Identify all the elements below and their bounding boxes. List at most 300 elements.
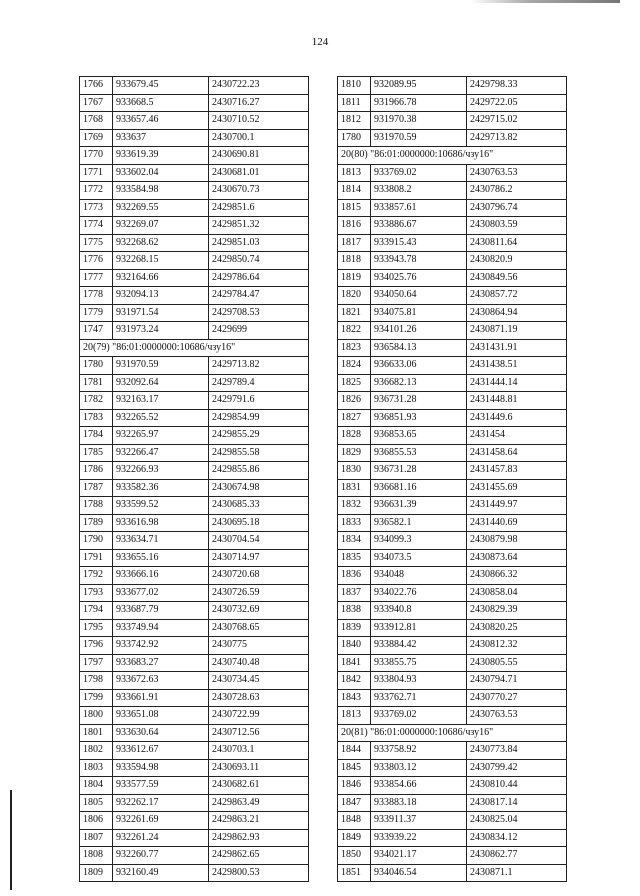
table-row <box>338 794 567 812</box>
x-coordinate-cell: 932265.97 <box>113 427 209 445</box>
point-number-cell: 1783 <box>80 409 113 427</box>
x-coordinate-cell: 933655.16 <box>113 549 209 567</box>
point-number-cell: 1793 <box>80 584 113 602</box>
point-number-cell: 1790 <box>80 532 113 550</box>
y-coordinate-cell: 2430700.1 <box>209 129 309 147</box>
x-coordinate-cell: 934046.54 <box>371 864 467 882</box>
x-coordinate-cell: 936731.28 <box>371 462 467 480</box>
y-coordinate-cell: 2430728.63 <box>209 689 309 707</box>
table-row <box>338 287 567 305</box>
point-number-cell: 1811 <box>338 94 371 112</box>
table-row <box>80 304 309 322</box>
section-header-row <box>338 147 567 165</box>
x-coordinate-cell: 936584.13 <box>371 339 467 357</box>
point-number-cell: 1847 <box>338 794 371 812</box>
point-number-cell: 1814 <box>338 182 371 200</box>
x-coordinate-cell: 933749.94 <box>113 619 209 637</box>
table-row <box>80 549 309 567</box>
y-coordinate-cell: 2429854.99 <box>209 409 309 427</box>
point-number-cell: 1851 <box>338 864 371 882</box>
x-coordinate-cell: 932163.17 <box>113 392 209 410</box>
x-coordinate-cell: 932261.24 <box>113 829 209 847</box>
table-row <box>338 252 567 270</box>
table-row <box>338 409 567 427</box>
y-coordinate-cell: 2429713.82 <box>467 129 567 147</box>
y-coordinate-cell: 2430810.44 <box>467 777 567 795</box>
table-row <box>338 672 567 690</box>
y-coordinate-cell: 2430716.27 <box>209 94 309 112</box>
table-row <box>80 724 309 742</box>
x-coordinate-cell: 932261.69 <box>113 812 209 830</box>
point-number-cell: 1800 <box>80 707 113 725</box>
point-number-cell: 1781 <box>80 374 113 392</box>
table-row <box>338 777 567 795</box>
x-coordinate-cell: 934101.26 <box>371 322 467 340</box>
y-coordinate-cell: 2429851.32 <box>209 217 309 235</box>
x-coordinate-cell: 933742.92 <box>113 637 209 655</box>
x-coordinate-cell: 933661.91 <box>113 689 209 707</box>
x-coordinate-cell: 931973.24 <box>113 322 209 340</box>
y-coordinate-cell: 2430775 <box>209 637 309 655</box>
point-number-cell: 1835 <box>338 549 371 567</box>
x-coordinate-cell: 936855.53 <box>371 444 467 462</box>
x-coordinate-cell: 933912.81 <box>371 619 467 637</box>
x-coordinate-cell: 933855.75 <box>371 654 467 672</box>
point-number-cell: 1813 <box>338 707 371 725</box>
x-coordinate-cell: 933940.8 <box>371 602 467 620</box>
y-coordinate-cell: 2430834.12 <box>467 829 567 847</box>
y-coordinate-cell: 2429863.21 <box>209 812 309 830</box>
table-row <box>80 182 309 200</box>
table-row <box>338 812 567 830</box>
table-row <box>80 269 309 287</box>
point-number-cell: 1840 <box>338 637 371 655</box>
y-coordinate-cell: 2430864.94 <box>467 304 567 322</box>
point-number-cell: 1806 <box>80 812 113 830</box>
table-row <box>80 444 309 462</box>
y-coordinate-cell: 2429786.64 <box>209 269 309 287</box>
table-row <box>80 637 309 655</box>
x-coordinate-cell: 933599.52 <box>113 497 209 515</box>
x-coordinate-cell: 933679.45 <box>113 77 209 95</box>
y-coordinate-cell: 2430871.1 <box>467 864 567 882</box>
table-row <box>338 164 567 182</box>
x-coordinate-cell: 933857.61 <box>371 199 467 217</box>
table-row <box>338 269 567 287</box>
table-row <box>338 112 567 130</box>
table-row <box>338 357 567 375</box>
x-coordinate-cell: 933584.98 <box>113 182 209 200</box>
table-row <box>338 322 567 340</box>
table-row <box>80 777 309 795</box>
x-coordinate-cell: 933612.67 <box>113 742 209 760</box>
y-coordinate-cell: 2430740.48 <box>209 654 309 672</box>
table-row <box>80 497 309 515</box>
point-number-cell: 1788 <box>80 497 113 515</box>
table-row <box>80 584 309 602</box>
x-coordinate-cell: 933619.39 <box>113 147 209 165</box>
y-coordinate-cell: 2430710.52 <box>209 112 309 130</box>
y-coordinate-cell: 2430690.81 <box>209 147 309 165</box>
x-coordinate-cell: 933769.02 <box>371 707 467 725</box>
y-coordinate-cell: 2430681.01 <box>209 164 309 182</box>
table-row <box>80 759 309 777</box>
point-number-cell: 1849 <box>338 829 371 847</box>
x-coordinate-cell: 933939.22 <box>371 829 467 847</box>
y-coordinate-cell: 2430805.55 <box>467 654 567 672</box>
point-number-cell: 1787 <box>80 479 113 497</box>
x-coordinate-cell: 933666.16 <box>113 567 209 585</box>
table-row <box>80 94 309 112</box>
table-row <box>338 689 567 707</box>
table-row <box>338 847 567 865</box>
table-row <box>338 829 567 847</box>
table-row <box>80 112 309 130</box>
y-coordinate-cell: 2430712.56 <box>209 724 309 742</box>
y-coordinate-cell: 2431440.69 <box>467 514 567 532</box>
point-number-cell: 1832 <box>338 497 371 515</box>
table-row <box>338 392 567 410</box>
point-number-cell: 1747 <box>80 322 113 340</box>
y-coordinate-cell: 2430720.68 <box>209 567 309 585</box>
x-coordinate-cell: 931966.78 <box>371 94 467 112</box>
point-number-cell: 1843 <box>338 689 371 707</box>
y-coordinate-cell: 2429862.93 <box>209 829 309 847</box>
x-coordinate-cell: 932094.13 <box>113 287 209 305</box>
table-row <box>338 532 567 550</box>
y-coordinate-cell: 2431454 <box>467 427 567 445</box>
table-row <box>80 479 309 497</box>
point-number-cell: 1780 <box>338 129 371 147</box>
point-number-cell: 1785 <box>80 444 113 462</box>
x-coordinate-cell: 933668.5 <box>113 94 209 112</box>
scan-artifact-line <box>10 790 12 890</box>
point-number-cell: 1834 <box>338 532 371 550</box>
y-coordinate-cell: 2430704.54 <box>209 532 309 550</box>
y-coordinate-cell: 2429800.53 <box>209 864 309 882</box>
point-number-cell: 1798 <box>80 672 113 690</box>
table-row <box>338 707 567 725</box>
point-number-cell: 1810 <box>338 77 371 95</box>
table-row <box>338 864 567 882</box>
point-number-cell: 1830 <box>338 462 371 480</box>
table-row <box>338 514 567 532</box>
point-number-cell: 1839 <box>338 619 371 637</box>
x-coordinate-cell: 933803.12 <box>371 759 467 777</box>
table-row <box>338 339 567 357</box>
table-row <box>338 199 567 217</box>
y-coordinate-cell: 2430714.97 <box>209 549 309 567</box>
y-coordinate-cell: 2430722.23 <box>209 77 309 95</box>
point-number-cell: 1776 <box>80 252 113 270</box>
table-row <box>338 94 567 112</box>
point-number-cell: 1767 <box>80 94 113 112</box>
point-number-cell: 1789 <box>80 514 113 532</box>
x-coordinate-cell: 936631.39 <box>371 497 467 515</box>
x-coordinate-cell: 932092.64 <box>113 374 209 392</box>
y-coordinate-cell: 2430820.25 <box>467 619 567 637</box>
table-row <box>338 217 567 235</box>
table-row <box>80 672 309 690</box>
point-number-cell: 1795 <box>80 619 113 637</box>
x-coordinate-cell: 933637 <box>113 129 209 147</box>
y-coordinate-cell: 2430879.98 <box>467 532 567 550</box>
y-coordinate-cell: 2430703.1 <box>209 742 309 760</box>
point-number-cell: 1792 <box>80 567 113 585</box>
table-row <box>80 374 309 392</box>
y-coordinate-cell: 2430857.72 <box>467 287 567 305</box>
x-coordinate-cell: 933630.64 <box>113 724 209 742</box>
y-coordinate-cell: 2431455.69 <box>467 479 567 497</box>
table-row <box>80 532 309 550</box>
table-row <box>80 742 309 760</box>
point-number-cell: 1804 <box>80 777 113 795</box>
point-number-cell: 1796 <box>80 637 113 655</box>
x-coordinate-cell: 934025.76 <box>371 269 467 287</box>
point-number-cell: 1831 <box>338 479 371 497</box>
point-number-cell: 1777 <box>80 269 113 287</box>
x-coordinate-cell: 934022.76 <box>371 584 467 602</box>
point-number-cell: 1769 <box>80 129 113 147</box>
x-coordinate-cell: 934021.17 <box>371 847 467 865</box>
point-number-cell: 1786 <box>80 462 113 480</box>
x-coordinate-cell: 932269.55 <box>113 199 209 217</box>
point-number-cell: 1808 <box>80 847 113 865</box>
table-row <box>80 287 309 305</box>
y-coordinate-cell: 2430773.84 <box>467 742 567 760</box>
x-coordinate-cell: 933758.92 <box>371 742 467 760</box>
point-number-cell: 1812 <box>338 112 371 130</box>
x-coordinate-cell: 933582.36 <box>113 479 209 497</box>
x-coordinate-cell: 933854.66 <box>371 777 467 795</box>
point-number-cell: 1809 <box>80 864 113 882</box>
x-coordinate-cell: 933683.27 <box>113 654 209 672</box>
table-row <box>338 584 567 602</box>
point-number-cell: 1782 <box>80 392 113 410</box>
x-coordinate-cell: 936682.13 <box>371 374 467 392</box>
table-row <box>80 252 309 270</box>
y-coordinate-cell: 2430871.19 <box>467 322 567 340</box>
table-row <box>338 759 567 777</box>
point-number-cell: 1779 <box>80 304 113 322</box>
point-number-cell: 1773 <box>80 199 113 217</box>
x-coordinate-cell: 932164.66 <box>113 269 209 287</box>
point-number-cell: 1818 <box>338 252 371 270</box>
y-coordinate-cell: 2430768.65 <box>209 619 309 637</box>
coordinates-table-right <box>337 76 567 882</box>
table-row <box>338 182 567 200</box>
x-coordinate-cell: 932266.47 <box>113 444 209 462</box>
y-coordinate-cell: 2430811.64 <box>467 234 567 252</box>
y-coordinate-cell: 2429863.49 <box>209 794 309 812</box>
y-coordinate-cell: 2430763.53 <box>467 707 567 725</box>
x-coordinate-cell: 932262.17 <box>113 794 209 812</box>
point-number-cell: 1833 <box>338 514 371 532</box>
table-row <box>80 654 309 672</box>
y-coordinate-cell: 2430794.71 <box>467 672 567 690</box>
table-row <box>80 357 309 375</box>
y-coordinate-cell: 2429851.6 <box>209 199 309 217</box>
y-coordinate-cell: 2429850.74 <box>209 252 309 270</box>
point-number-cell: 1846 <box>338 777 371 795</box>
x-coordinate-cell: 933677.02 <box>113 584 209 602</box>
y-coordinate-cell: 2430849.56 <box>467 269 567 287</box>
y-coordinate-cell: 2430695.18 <box>209 514 309 532</box>
x-coordinate-cell: 936681.16 <box>371 479 467 497</box>
x-coordinate-cell: 932268.62 <box>113 234 209 252</box>
point-number-cell: 1828 <box>338 427 371 445</box>
x-coordinate-cell: 933657.46 <box>113 112 209 130</box>
point-number-cell: 1807 <box>80 829 113 847</box>
table-row <box>338 619 567 637</box>
y-coordinate-cell: 2430803.59 <box>467 217 567 235</box>
point-number-cell: 1802 <box>80 742 113 760</box>
y-coordinate-cell: 2430685.33 <box>209 497 309 515</box>
table-row <box>80 829 309 847</box>
table-row <box>80 217 309 235</box>
table-row <box>80 409 309 427</box>
point-number-cell: 1791 <box>80 549 113 567</box>
table-row <box>338 77 567 95</box>
table-row <box>80 567 309 585</box>
table-row <box>80 392 309 410</box>
point-number-cell: 1784 <box>80 427 113 445</box>
point-number-cell: 1778 <box>80 287 113 305</box>
scan-artifact-top <box>470 0 620 3</box>
y-coordinate-cell: 2431449.6 <box>467 409 567 427</box>
x-coordinate-cell: 931970.38 <box>371 112 467 130</box>
y-coordinate-cell: 2430674.98 <box>209 479 309 497</box>
y-coordinate-cell: 2430726.59 <box>209 584 309 602</box>
table-row <box>338 462 567 480</box>
y-coordinate-cell: 2429713.82 <box>209 357 309 375</box>
y-coordinate-cell: 2430866.32 <box>467 567 567 585</box>
y-coordinate-cell: 2430829.39 <box>467 602 567 620</box>
point-number-cell: 1774 <box>80 217 113 235</box>
y-coordinate-cell: 2429855.29 <box>209 427 309 445</box>
x-coordinate-cell: 931971.54 <box>113 304 209 322</box>
x-coordinate-cell: 934048 <box>371 567 467 585</box>
point-number-cell: 1819 <box>338 269 371 287</box>
section-header-cell: 20(81) "86:01:0000000:10686/чзу16" <box>338 724 567 742</box>
table-row <box>80 322 309 340</box>
y-coordinate-cell: 2429798.33 <box>467 77 567 95</box>
x-coordinate-cell: 933804.93 <box>371 672 467 690</box>
table-row <box>338 444 567 462</box>
y-coordinate-cell: 2431449.97 <box>467 497 567 515</box>
x-coordinate-cell: 932265.52 <box>113 409 209 427</box>
point-number-cell: 1838 <box>338 602 371 620</box>
section-header-cell: 20(80) "86:01:0000000:10686/чзу16" <box>338 147 567 165</box>
y-coordinate-cell: 2430770.27 <box>467 689 567 707</box>
point-number-cell: 1775 <box>80 234 113 252</box>
y-coordinate-cell: 2429791.6 <box>209 392 309 410</box>
point-number-cell: 1842 <box>338 672 371 690</box>
y-coordinate-cell: 2430873.64 <box>467 549 567 567</box>
x-coordinate-cell: 933577.59 <box>113 777 209 795</box>
point-number-cell: 1794 <box>80 602 113 620</box>
y-coordinate-cell: 2430817.14 <box>467 794 567 812</box>
y-coordinate-cell: 2430670.73 <box>209 182 309 200</box>
table-row <box>80 234 309 252</box>
point-number-cell: 1841 <box>338 654 371 672</box>
page-number: 124 <box>311 36 329 48</box>
table-row <box>338 374 567 392</box>
y-coordinate-cell: 2430820.9 <box>467 252 567 270</box>
point-number-cell: 1768 <box>80 112 113 130</box>
table-row <box>80 164 309 182</box>
table-row <box>80 864 309 882</box>
point-number-cell: 1771 <box>80 164 113 182</box>
x-coordinate-cell: 932160.49 <box>113 864 209 882</box>
y-coordinate-cell: 2430734.45 <box>209 672 309 690</box>
x-coordinate-cell: 933883.18 <box>371 794 467 812</box>
table-row <box>338 497 567 515</box>
point-number-cell: 1825 <box>338 374 371 392</box>
table-row <box>338 304 567 322</box>
x-coordinate-cell: 936851.93 <box>371 409 467 427</box>
table-row <box>338 129 567 147</box>
x-coordinate-cell: 933769.02 <box>371 164 467 182</box>
coordinates-table-left <box>79 76 309 882</box>
y-coordinate-cell: 2429715.02 <box>467 112 567 130</box>
table-row <box>80 462 309 480</box>
table-row <box>80 514 309 532</box>
point-number-cell: 1844 <box>338 742 371 760</box>
point-number-cell: 1821 <box>338 304 371 322</box>
table-row <box>80 427 309 445</box>
y-coordinate-cell: 2430722.99 <box>209 707 309 725</box>
x-coordinate-cell: 933884.42 <box>371 637 467 655</box>
y-coordinate-cell: 2429784.47 <box>209 287 309 305</box>
section-header-cell: 20(79) "86:01:0000000:10686/чзу16" <box>80 339 309 357</box>
point-number-cell: 1770 <box>80 147 113 165</box>
y-coordinate-cell: 2430786.2 <box>467 182 567 200</box>
x-coordinate-cell: 933594.98 <box>113 759 209 777</box>
y-coordinate-cell: 2429851.03 <box>209 234 309 252</box>
x-coordinate-cell: 934075.81 <box>371 304 467 322</box>
x-coordinate-cell: 932269.07 <box>113 217 209 235</box>
x-coordinate-cell: 932260.77 <box>113 847 209 865</box>
point-number-cell: 1829 <box>338 444 371 462</box>
x-coordinate-cell: 933886.67 <box>371 217 467 235</box>
y-coordinate-cell: 2431458.64 <box>467 444 567 462</box>
x-coordinate-cell: 934099.3 <box>371 532 467 550</box>
x-coordinate-cell: 931970.59 <box>371 129 467 147</box>
point-number-cell: 1801 <box>80 724 113 742</box>
y-coordinate-cell: 2429789.4 <box>209 374 309 392</box>
y-coordinate-cell: 2430812.32 <box>467 637 567 655</box>
point-number-cell: 1772 <box>80 182 113 200</box>
point-number-cell: 1816 <box>338 217 371 235</box>
point-number-cell: 1826 <box>338 392 371 410</box>
y-coordinate-cell: 2429855.86 <box>209 462 309 480</box>
table-row <box>80 77 309 95</box>
x-coordinate-cell: 934050.64 <box>371 287 467 305</box>
y-coordinate-cell: 2430799.42 <box>467 759 567 777</box>
table-row <box>80 147 309 165</box>
x-coordinate-cell: 933634.71 <box>113 532 209 550</box>
point-number-cell: 1823 <box>338 339 371 357</box>
point-number-cell: 1797 <box>80 654 113 672</box>
point-number-cell: 1803 <box>80 759 113 777</box>
x-coordinate-cell: 933687.79 <box>113 602 209 620</box>
point-number-cell: 1766 <box>80 77 113 95</box>
y-coordinate-cell: 2431457.83 <box>467 462 567 480</box>
y-coordinate-cell: 2430693.11 <box>209 759 309 777</box>
y-coordinate-cell: 2431444.14 <box>467 374 567 392</box>
y-coordinate-cell: 2431438.51 <box>467 357 567 375</box>
